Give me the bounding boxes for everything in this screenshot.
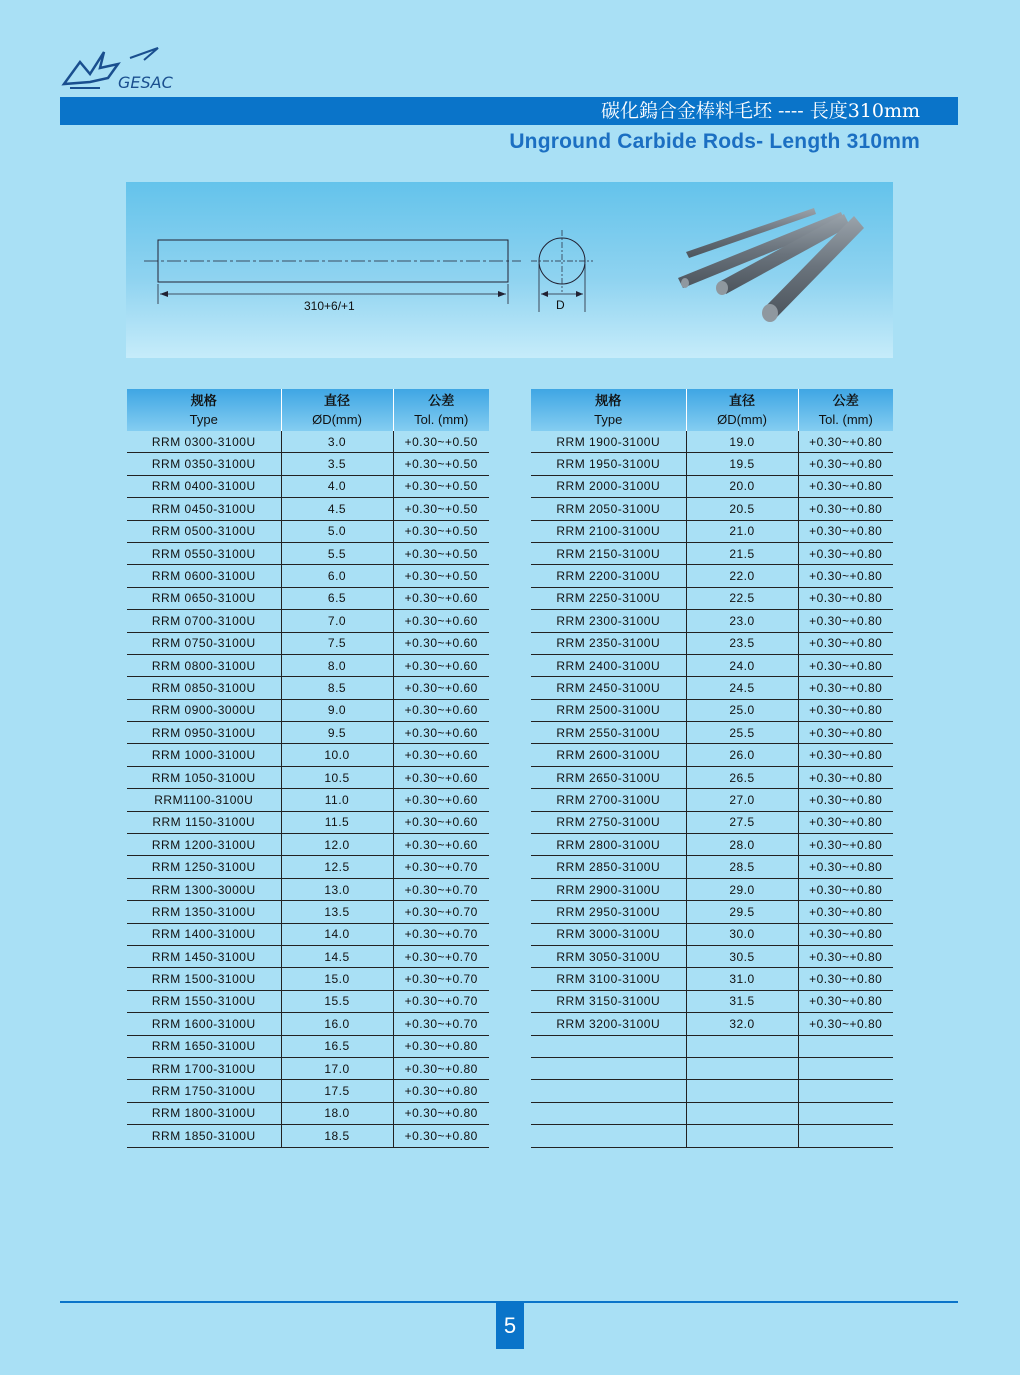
cell-diameter: 26.5: [686, 766, 798, 788]
table-row: [531, 520, 893, 542]
cell-diameter: 6.5: [281, 587, 393, 609]
table-row: [127, 1013, 489, 1035]
cell-tolerance: +0.30~+0.60: [393, 677, 489, 699]
table-row: [127, 834, 489, 856]
cell-type: RRM 2550-3100U: [531, 722, 686, 744]
cell-type: RRM 2250-3100U: [531, 587, 686, 609]
table-row: [127, 856, 489, 878]
table-row: [531, 923, 893, 945]
cell-tolerance: +0.30~+0.60: [393, 722, 489, 744]
cell-tolerance: +0.30~+0.80: [798, 744, 893, 766]
table-row: [531, 1057, 893, 1079]
table-row: [531, 1080, 893, 1102]
cell-type: RRM 2800-3100U: [531, 834, 686, 856]
cell-tolerance: +0.30~+0.80: [798, 856, 893, 878]
cell-diameter: 30.5: [686, 945, 798, 967]
cell-tolerance: +0.30~+0.50: [393, 565, 489, 587]
cell-type: RRM 1500-3100U: [127, 968, 281, 990]
table-row: [531, 766, 893, 788]
carbide-rods-illustration: [678, 208, 864, 322]
cell-type: RRM 2300-3100U: [531, 610, 686, 632]
cell-tolerance: +0.30~+0.80: [798, 565, 893, 587]
cell-tolerance: [798, 1057, 893, 1079]
cell-diameter: 29.0: [686, 878, 798, 900]
table-row: [127, 1102, 489, 1124]
table-row: [127, 1080, 489, 1102]
cell-type: RRM 2850-3100U: [531, 856, 686, 878]
table-row: [531, 901, 893, 923]
cell-tolerance: +0.30~+0.60: [393, 699, 489, 721]
cell-diameter: 8.0: [281, 654, 393, 676]
cell-tolerance: +0.30~+0.80: [798, 722, 893, 744]
cell-type: RRM 2100-3100U: [531, 520, 686, 542]
table-row: [127, 431, 489, 453]
cell-diameter: 6.0: [281, 565, 393, 587]
cell-type: RRM 0800-3100U: [127, 654, 281, 676]
cell-tolerance: +0.30~+0.80: [393, 1102, 489, 1124]
cell-tolerance: +0.30~+0.50: [393, 498, 489, 520]
cell-tolerance: +0.30~+0.80: [798, 498, 893, 520]
table-row: [531, 542, 893, 564]
cell-diameter: 19.5: [686, 453, 798, 475]
cell-tolerance: +0.30~+0.70: [393, 1013, 489, 1035]
table-row: [531, 431, 893, 453]
cell-type: RRM 3150-3100U: [531, 990, 686, 1012]
cell-type: RRM 1400-3100U: [127, 923, 281, 945]
cell-type: RRM 0300-3100U: [127, 431, 281, 453]
table-row: [531, 1013, 893, 1035]
table-row: [127, 811, 489, 833]
cell-diameter: 29.5: [686, 901, 798, 923]
cell-diameter: 12.0: [281, 834, 393, 856]
cell-tolerance: +0.30~+0.70: [393, 990, 489, 1012]
cell-tolerance: +0.30~+0.60: [393, 789, 489, 811]
title-english: Unground Carbide Rods- Length 310mm: [509, 130, 920, 153]
cell-tolerance: +0.30~+0.80: [798, 990, 893, 1012]
header-diameter: 直径 ØD(mm): [686, 389, 798, 431]
header-tolerance: 公差 Tol. (mm): [798, 389, 893, 431]
cell-diameter: 10.5: [281, 766, 393, 788]
cell-tolerance: +0.30~+0.80: [393, 1080, 489, 1102]
cell-tolerance: +0.30~+0.80: [798, 945, 893, 967]
table-header-row: [127, 389, 489, 431]
cell-type: RRM 1800-3100U: [127, 1102, 281, 1124]
cell-tolerance: +0.30~+0.50: [393, 431, 489, 453]
cell-diameter: 9.0: [281, 699, 393, 721]
table-row: [531, 968, 893, 990]
table-row: [127, 453, 489, 475]
cell-tolerance: [798, 1035, 893, 1057]
cell-diameter: 9.5: [281, 722, 393, 744]
cell-diameter: 7.0: [281, 610, 393, 632]
cell-diameter: 27.5: [686, 811, 798, 833]
cell-diameter: 24.0: [686, 654, 798, 676]
cell-tolerance: +0.30~+0.50: [393, 453, 489, 475]
table-row: [127, 722, 489, 744]
cell-type: RRM1100-3100U: [127, 789, 281, 811]
cell-diameter: 20.5: [686, 498, 798, 520]
cell-tolerance: +0.30~+0.80: [798, 610, 893, 632]
table-row: [531, 677, 893, 699]
table-row: [127, 878, 489, 900]
cell-tolerance: +0.30~+0.80: [798, 811, 893, 833]
cell-tolerance: +0.30~+0.70: [393, 968, 489, 990]
cell-tolerance: +0.30~+0.80: [798, 542, 893, 564]
cell-type: RRM 2750-3100U: [531, 811, 686, 833]
header-tolerance: 公差 Tol. (mm): [393, 389, 489, 431]
table-row: [531, 632, 893, 654]
cell-diameter: 3.0: [281, 431, 393, 453]
cell-type: RRM 2950-3100U: [531, 901, 686, 923]
table-row: [531, 475, 893, 497]
table-row: [127, 498, 489, 520]
cell-diameter: 11.0: [281, 789, 393, 811]
table-row: [531, 1125, 893, 1147]
table-row: [127, 475, 489, 497]
cell-type: RRM 1850-3100U: [127, 1125, 281, 1147]
cell-type: RRM 2200-3100U: [531, 565, 686, 587]
cell-tolerance: +0.30~+0.70: [393, 878, 489, 900]
cell-tolerance: +0.30~+0.60: [393, 587, 489, 609]
cell-diameter: 31.0: [686, 968, 798, 990]
table-row: [531, 878, 893, 900]
cell-type: RRM 2500-3100U: [531, 699, 686, 721]
cell-diameter: 16.5: [281, 1035, 393, 1057]
table-row: [127, 542, 489, 564]
cell-tolerance: +0.30~+0.80: [798, 901, 893, 923]
table-row: [127, 654, 489, 676]
cell-tolerance: +0.30~+0.80: [798, 520, 893, 542]
cell-tolerance: +0.30~+0.80: [798, 699, 893, 721]
cell-type: [531, 1125, 686, 1147]
cell-type: RRM 2450-3100U: [531, 677, 686, 699]
cell-tolerance: +0.30~+0.80: [393, 1057, 489, 1079]
cell-type: RRM 0600-3100U: [127, 565, 281, 587]
cell-diameter: 12.5: [281, 856, 393, 878]
cell-tolerance: +0.30~+0.80: [798, 475, 893, 497]
table-row: [531, 834, 893, 856]
table-row: [531, 811, 893, 833]
cell-diameter: 30.0: [686, 923, 798, 945]
table-row: [127, 520, 489, 542]
cell-type: RRM 1900-3100U: [531, 431, 686, 453]
table-row: [531, 789, 893, 811]
cell-diameter: 15.0: [281, 968, 393, 990]
cell-diameter: 22.5: [686, 587, 798, 609]
cell-type: RRM 0400-3100U: [127, 475, 281, 497]
table-row: [531, 722, 893, 744]
cell-diameter: 5.0: [281, 520, 393, 542]
cell-diameter: 13.0: [281, 878, 393, 900]
cell-type: RRM 1650-3100U: [127, 1035, 281, 1057]
cell-tolerance: +0.30~+0.80: [393, 1035, 489, 1057]
gesac-logo: [60, 44, 178, 94]
cell-tolerance: [798, 1080, 893, 1102]
cell-type: RRM 2000-3100U: [531, 475, 686, 497]
cell-diameter: 10.0: [281, 744, 393, 766]
cell-diameter: 21.5: [686, 542, 798, 564]
cell-tolerance: +0.30~+0.50: [393, 542, 489, 564]
cell-type: RRM 2650-3100U: [531, 766, 686, 788]
cell-type: [531, 1057, 686, 1079]
cell-type: RRM 2700-3100U: [531, 789, 686, 811]
cell-type: RRM 0850-3100U: [127, 677, 281, 699]
table-row: [531, 654, 893, 676]
cell-tolerance: +0.30~+0.60: [393, 811, 489, 833]
cell-tolerance: +0.30~+0.70: [393, 901, 489, 923]
spec-table-right: [531, 389, 893, 1148]
cell-type: RRM 2050-3100U: [531, 498, 686, 520]
cell-tolerance: +0.30~+0.80: [798, 834, 893, 856]
cell-tolerance: +0.30~+0.60: [393, 654, 489, 676]
rod-drawing: [126, 182, 893, 358]
table-row: [127, 1035, 489, 1057]
cell-type: RRM 1350-3100U: [127, 901, 281, 923]
cell-diameter: 17.0: [281, 1057, 393, 1079]
cell-type: RRM 1600-3100U: [127, 1013, 281, 1035]
cell-type: RRM 2400-3100U: [531, 654, 686, 676]
cell-tolerance: +0.30~+0.80: [798, 431, 893, 453]
cell-diameter: 16.0: [281, 1013, 393, 1035]
diameter-label: D: [556, 298, 565, 312]
cell-tolerance: +0.30~+0.80: [393, 1125, 489, 1147]
cell-diameter: 31.5: [686, 990, 798, 1012]
cell-type: RRM 1450-3100U: [127, 945, 281, 967]
cell-diameter: 25.0: [686, 699, 798, 721]
title-bar: [60, 97, 958, 125]
table-row: [127, 789, 489, 811]
cell-diameter: 24.5: [686, 677, 798, 699]
cell-diameter: 7.5: [281, 632, 393, 654]
table-row: [531, 856, 893, 878]
cell-type: RRM 1700-3100U: [127, 1057, 281, 1079]
table-row: [127, 677, 489, 699]
cell-tolerance: +0.30~+0.70: [393, 945, 489, 967]
cell-type: RRM 2350-3100U: [531, 632, 686, 654]
cell-tolerance: +0.30~+0.80: [798, 453, 893, 475]
spec-table-left: [127, 389, 489, 1148]
table-row: [127, 945, 489, 967]
length-label: 310+6/+1: [304, 299, 355, 313]
table-row: [531, 610, 893, 632]
table-row: [127, 699, 489, 721]
table-row: [531, 1102, 893, 1124]
table-row: [531, 498, 893, 520]
table-row: [127, 565, 489, 587]
cell-diameter: 13.5: [281, 901, 393, 923]
cell-diameter: 11.5: [281, 811, 393, 833]
table-row: [127, 632, 489, 654]
table-row: [531, 744, 893, 766]
cell-diameter: 27.0: [686, 789, 798, 811]
cell-diameter: [686, 1125, 798, 1147]
table-row: [531, 453, 893, 475]
cell-tolerance: +0.30~+0.70: [393, 856, 489, 878]
cell-type: RRM 3200-3100U: [531, 1013, 686, 1035]
cell-tolerance: +0.30~+0.60: [393, 744, 489, 766]
cell-diameter: 22.0: [686, 565, 798, 587]
cell-tolerance: +0.30~+0.60: [393, 766, 489, 788]
cell-type: RRM 1050-3100U: [127, 766, 281, 788]
rod-figure: [126, 182, 893, 358]
cell-diameter: [686, 1102, 798, 1124]
table-row: [127, 923, 489, 945]
table-row: [531, 565, 893, 587]
cell-diameter: 20.0: [686, 475, 798, 497]
cell-diameter: [686, 1057, 798, 1079]
table-row: [127, 990, 489, 1012]
cell-type: RRM 2600-3100U: [531, 744, 686, 766]
cell-diameter: 15.5: [281, 990, 393, 1012]
cell-diameter: 14.0: [281, 923, 393, 945]
cell-diameter: [686, 1080, 798, 1102]
cell-diameter: 8.5: [281, 677, 393, 699]
cell-diameter: 3.5: [281, 453, 393, 475]
cell-tolerance: +0.30~+0.80: [798, 1013, 893, 1035]
cell-diameter: 32.0: [686, 1013, 798, 1035]
cell-tolerance: +0.30~+0.60: [393, 610, 489, 632]
cell-type: RRM 0700-3100U: [127, 610, 281, 632]
table-row: [531, 699, 893, 721]
table-row: [127, 587, 489, 609]
cell-type: [531, 1035, 686, 1057]
cell-type: RRM 0950-3100U: [127, 722, 281, 744]
cell-type: RRM 0750-3100U: [127, 632, 281, 654]
cell-type: RRM 2900-3100U: [531, 878, 686, 900]
header-diameter: 直径 ØD(mm): [281, 389, 393, 431]
cell-diameter: 26.0: [686, 744, 798, 766]
cell-type: RRM 0650-3100U: [127, 587, 281, 609]
table-row: [531, 945, 893, 967]
cell-diameter: 18.5: [281, 1125, 393, 1147]
table-row: [127, 610, 489, 632]
cell-diameter: 23.5: [686, 632, 798, 654]
cell-diameter: 28.5: [686, 856, 798, 878]
cell-type: RRM 1250-3100U: [127, 856, 281, 878]
cell-type: RRM 0550-3100U: [127, 542, 281, 564]
cell-diameter: 17.5: [281, 1080, 393, 1102]
title-chinese: 碳化鎢合金棒料毛坯 ---- 長度310mm: [600, 100, 920, 122]
table-header-row: [531, 389, 893, 431]
cell-tolerance: +0.30~+0.80: [798, 587, 893, 609]
table-row: [127, 901, 489, 923]
cell-diameter: 14.5: [281, 945, 393, 967]
table-row: [531, 990, 893, 1012]
cell-tolerance: [798, 1125, 893, 1147]
logo-text: GESAC: [118, 73, 173, 92]
table-row: [127, 1057, 489, 1079]
cell-tolerance: +0.30~+0.60: [393, 834, 489, 856]
cell-diameter: 5.5: [281, 542, 393, 564]
cell-type: RRM 0350-3100U: [127, 453, 281, 475]
cell-type: [531, 1102, 686, 1124]
cell-type: RRM 3050-3100U: [531, 945, 686, 967]
cell-diameter: 4.0: [281, 475, 393, 497]
cell-tolerance: +0.30~+0.80: [798, 923, 893, 945]
cell-tolerance: [798, 1102, 893, 1124]
cell-diameter: 23.0: [686, 610, 798, 632]
cell-diameter: 28.0: [686, 834, 798, 856]
cell-type: RRM 1000-3100U: [127, 744, 281, 766]
cell-tolerance: +0.30~+0.80: [798, 654, 893, 676]
cell-tolerance: +0.30~+0.80: [798, 878, 893, 900]
cell-tolerance: +0.30~+0.80: [798, 632, 893, 654]
cell-type: RRM 0900-3000U: [127, 699, 281, 721]
table-row: [127, 968, 489, 990]
table-row: [127, 744, 489, 766]
cell-tolerance: +0.30~+0.80: [798, 968, 893, 990]
cell-diameter: 25.5: [686, 722, 798, 744]
cell-type: RRM 1150-3100U: [127, 811, 281, 833]
table-row: [531, 587, 893, 609]
cell-tolerance: +0.30~+0.60: [393, 632, 489, 654]
cell-tolerance: +0.30~+0.70: [393, 923, 489, 945]
cell-diameter: [686, 1035, 798, 1057]
cell-type: RRM 0500-3100U: [127, 520, 281, 542]
cell-diameter: 4.5: [281, 498, 393, 520]
table-row: [127, 766, 489, 788]
cell-type: RRM 1950-3100U: [531, 453, 686, 475]
table-row: [531, 1035, 893, 1057]
cell-type: RRM 1550-3100U: [127, 990, 281, 1012]
header-type: 规格 Type: [531, 389, 686, 431]
cell-type: RRM 2150-3100U: [531, 542, 686, 564]
cell-tolerance: +0.30~+0.50: [393, 475, 489, 497]
cell-type: RRM 1750-3100U: [127, 1080, 281, 1102]
cell-tolerance: +0.30~+0.80: [798, 677, 893, 699]
cell-diameter: 19.0: [686, 431, 798, 453]
page-number: 5: [496, 1303, 524, 1349]
cell-diameter: 18.0: [281, 1102, 393, 1124]
cell-type: RRM 1300-3000U: [127, 878, 281, 900]
cell-diameter: 21.0: [686, 520, 798, 542]
cell-tolerance: +0.30~+0.80: [798, 789, 893, 811]
cell-type: RRM 3100-3100U: [531, 968, 686, 990]
cell-type: RRM 1200-3100U: [127, 834, 281, 856]
cell-type: RRM 3000-3100U: [531, 923, 686, 945]
table-row: [127, 1125, 489, 1147]
cell-tolerance: +0.30~+0.80: [798, 766, 893, 788]
cell-type: [531, 1080, 686, 1102]
header-type: 规格 Type: [127, 389, 281, 431]
cell-type: RRM 0450-3100U: [127, 498, 281, 520]
cell-tolerance: +0.30~+0.50: [393, 520, 489, 542]
